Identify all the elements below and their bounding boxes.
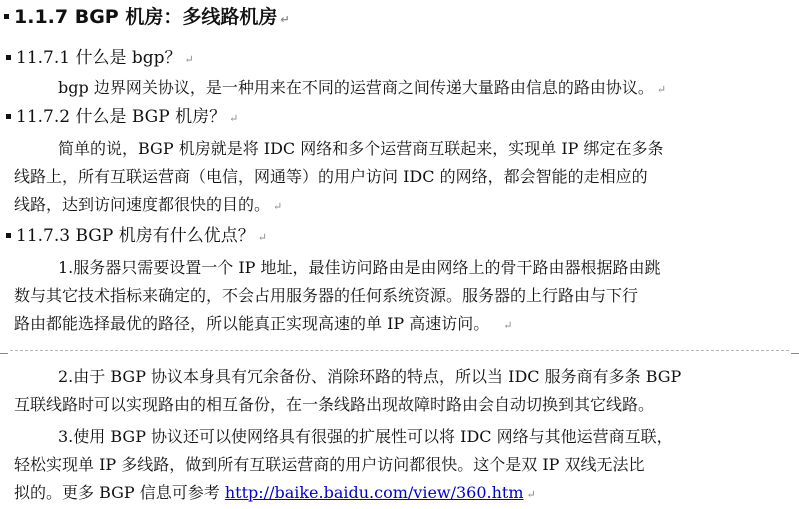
text-line: 数与其它技术指标来确定的，不会占用服务器的任何系统资源。服务器的上行路由与下行 <box>14 286 639 305</box>
page-corner-left <box>0 348 8 354</box>
text-line: 线路上，所有互联运营商（电信，网通等）的用户访问 IDC 的网络，都会智能的走相应的 <box>14 167 648 186</box>
text-line: 拟的。更多 BGP 信息可参考 http://baike.baidu.com/view/360.htm ↵ <box>14 483 536 502</box>
section-title-1: 11.7.1 什么是 bgp？ ↵ <box>16 48 194 68</box>
page-corner-right <box>791 348 799 354</box>
heading-bullet <box>4 14 9 19</box>
section-body-2 <box>14 135 798 221</box>
section-bullet <box>6 55 11 60</box>
text-line: 线路，达到访问速度都很快的目的。 ↵ <box>14 195 283 214</box>
paragraph-mark: ↵ <box>656 83 667 96</box>
reference-link[interactable]: http://baike.baidu.com/view/360.htm <box>224 483 524 502</box>
section-title-3: 11.7.3 BGP 机房有什么优点？ ↵ <box>16 226 267 246</box>
text-line: 轻松实现单 IP 多线路，做到所有互联运营商的用户访问都很快。这个是双 IP 双线无法比 <box>14 455 645 474</box>
text-line: 路由都能选择最优的路径，所以能真正实现高速的单 IP 高速访问。 ↵ <box>14 314 513 333</box>
paragraph-mark: ↵ <box>503 319 513 332</box>
paragraph-mark: ↵ <box>257 231 267 244</box>
paragraph-mark: ↵ <box>229 112 239 125</box>
page-break-separator <box>0 348 799 354</box>
text-line: 3.使用 BGP 协议还可以使网络具有很强的扩展性可以将 IDC 网络与其他运营商互联， <box>58 427 673 446</box>
paragraph-3 <box>14 423 798 509</box>
paragraph-mark: ↵ <box>526 488 536 501</box>
paragraph-2 <box>14 363 798 419</box>
section-body-3 <box>14 254 798 340</box>
heading-text: 1.1.7 BGP 机房：多线路机房 <box>14 6 278 28</box>
paragraph-mark: ↵ <box>280 13 290 26</box>
page-heading <box>14 4 290 30</box>
section-bullet <box>6 114 11 119</box>
text-line: 互联线路时可以实现路由的相互备份，在一条线路出现故障时路由会自动切换到其它线路。 <box>14 395 655 414</box>
paragraph-mark: ↵ <box>273 200 283 213</box>
section-title-2: 11.7.2 什么是 BGP 机房？ ↵ <box>16 107 239 127</box>
text-line: 2.由于 BGP 协议本身具有冗余备份、消除环路的特点，所以当 IDC 服务商有多条 BGP <box>58 367 682 386</box>
text-line: bgp 边界网关协议，是一种用来在不同的运营商之间传递大量路由信息的路由协议。 ↵ <box>58 78 667 97</box>
paragraph-mark: ↵ <box>184 53 194 66</box>
section-bullet <box>6 233 11 238</box>
section-body-1 <box>14 74 798 104</box>
text-line: 简单的说，BGP 机房就是将 IDC 网络和多个运营商互联起来，实现单 IP 绑定在多条 <box>58 139 664 158</box>
text-line: 1.服务器只需要设置一个 IP 地址，最佳访问路由是由网络上的骨干路由器根据路由跳 <box>58 258 661 277</box>
page-break-line <box>10 350 789 351</box>
